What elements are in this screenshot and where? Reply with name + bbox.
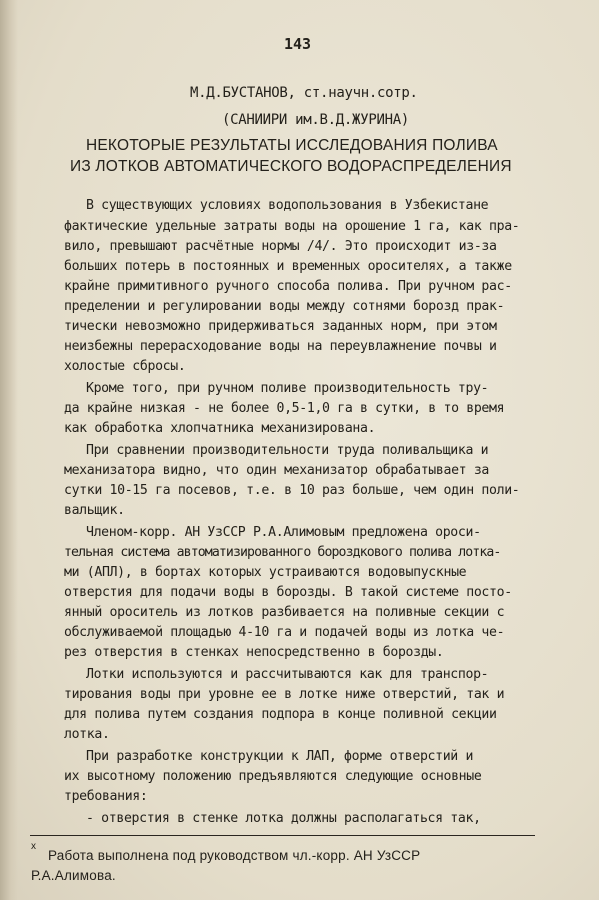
body-line: больших потерь в постоянных и временных оросителях, а также (64, 259, 512, 274)
body-line: ми (АПЛ), в бортах которых устраиваются водовыпускные (64, 565, 467, 580)
body-line: вальщик. (64, 503, 125, 518)
body-line: механизатора видно, что один механизатор обрабатывает за (64, 463, 490, 478)
binding-shadow (0, 0, 18, 900)
body-line: тически невозможно придерживаться заданных норм, при этом (64, 319, 497, 334)
footnote-line: Р.А.Алимова. (31, 868, 116, 883)
body-line: При сравнении производительности труда поливальщика и (86, 443, 489, 458)
title-line-2: ИЗ ЛОТКОВ АВТОМАТИЧЕСКОГО ВОДОРАСПРЕДЕЛЕНИЯ (70, 158, 512, 175)
body-line: рез отверстия в стенках непосредственно в борозды. (64, 645, 444, 660)
body-line: тирования воды при уровне ее в лотке ниже отверстий, так и (64, 687, 505, 702)
footnote-line: Работа выполнена под руководством чл.-корр. АН УзССР (48, 848, 421, 863)
body-line: для полива путем создания подпора в конце поливной секции (64, 707, 497, 722)
body-line: янный ороситель из лотков разбивается на поливные секции с (64, 605, 505, 620)
body-line: В существующих условиях водопользования в Узбекистане (86, 198, 489, 213)
title-line-1: НЕКОТОРЫЕ РЕЗУЛЬТАТЫ ИССЛЕДОВАНИЯ ПОЛИВА (86, 137, 498, 154)
body-line: отверстия для подачи воды в борозды. В такой системе посто- (64, 585, 512, 600)
body-line: фактические удельные затраты воды на орошение 1 га, как пра- (64, 219, 520, 234)
footnote-rule (30, 835, 535, 836)
body-line: При разработке конструкции к ЛАП, форме отверстий и (86, 749, 474, 764)
body-line: холостые сбросы. (64, 359, 186, 374)
body-line: Кроме того, при ручном поливе производительность тру- (86, 381, 489, 396)
body-line: лотка. (64, 727, 110, 742)
body-line: тельная система автоматизированного бороздкового полива лотка- (64, 545, 501, 560)
author-line: М.Д.БУСТАНОВ, ст.научн.сотр. (190, 85, 418, 101)
body-line: да крайне низкая - не более 0,5-1,0 га в сутки, в то время (64, 401, 505, 416)
page-number: 143 (284, 35, 312, 53)
body-line: вило, превышают расчётные нормы /4/. Это происходит из-за (64, 239, 497, 254)
body-line: крайне примитивного ручного способа полива. При ручном рас- (64, 279, 512, 294)
body-line: пределении и регулировании воды между сотнями борозд прак- (64, 299, 505, 314)
body-line: их высотному положению предъявляются следующие основные (64, 769, 482, 784)
footnote-marker: x (31, 841, 36, 852)
body-line: как обработка хлопчатника механизирована. (64, 421, 376, 436)
body-line: требования: (64, 789, 148, 804)
body-line: - отверстия в стенке лотка должны располагаться так, (86, 811, 481, 826)
body-line: Членом-корр. АН УзССР Р.А.Алимовым предложена ороси- (86, 525, 481, 540)
affiliation-line: (САНИИРИ им.В.Д.ЖУРИНА) (222, 112, 409, 128)
body-line: Лотки используются и рассчитываются как для транспор- (86, 667, 489, 682)
body-line: неизбежны перерасходование воды на переувлажнение почвы и (64, 339, 497, 354)
body-line: сутки 10-15 га посевов, т.е. в 10 раз больше, чем один поли- (64, 483, 520, 498)
body-line: обслуживаемой площадью 4-10 га и подачей воды из лотка че- (64, 625, 505, 640)
